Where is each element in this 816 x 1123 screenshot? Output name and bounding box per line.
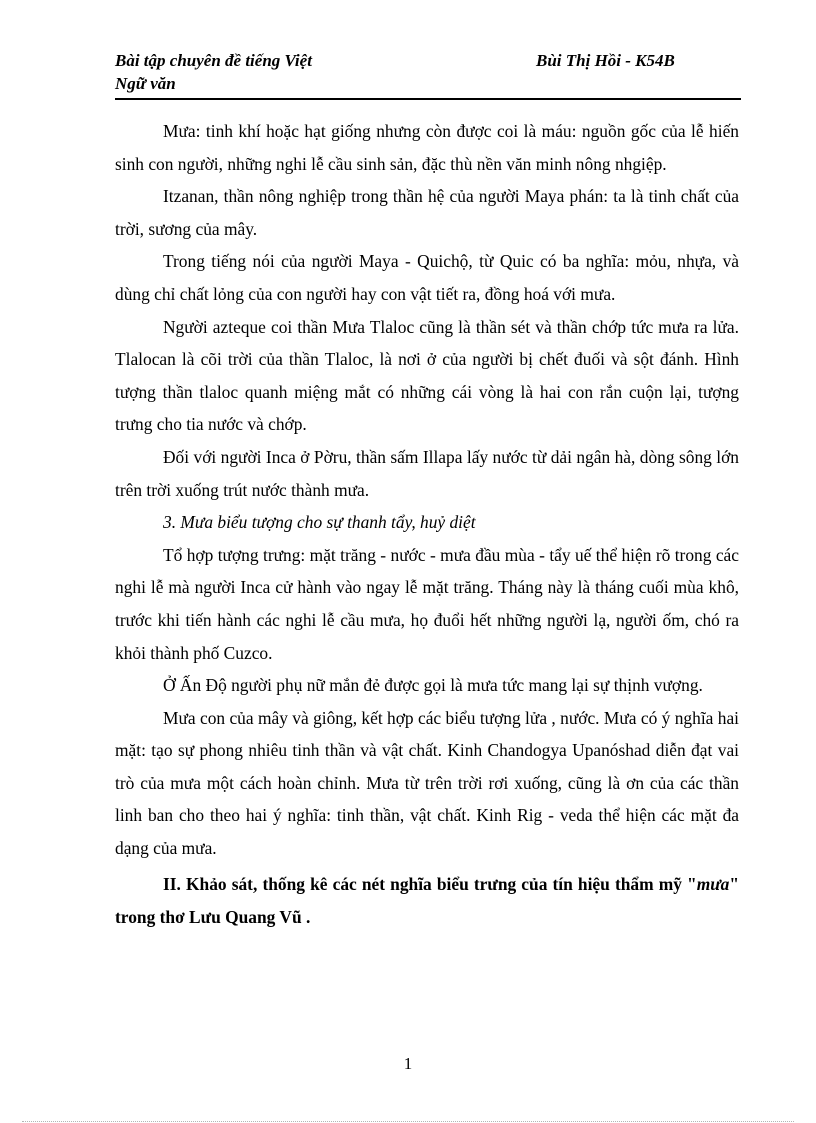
subsection-heading: 3. Mưa biểu tượng cho sự thanh tẩy, huỷ diệt <box>163 512 476 533</box>
page-bottom-divider <box>22 1121 794 1122</box>
paragraph: Đối với người Inca ở Pờru, thần sấm Illapa lấy nước từ dải ngân hà, dòng sông lớn trên trời xuống trút nước thành mưa. <box>115 446 739 500</box>
paragraph: Itzanan, thần nông nghiệp trong thần hệ của người Maya phán: ta là tinh chất của trời, sương của mây. <box>115 186 739 239</box>
page-header <box>115 48 741 100</box>
paragraph: Tổ hợp tượng trưng: mặt trăng - nước - mưa đầu mùa - tẩy uế thể hiện rõ trong các nghi lễ mà người Inca cử hành vào ngay lễ mặt trăng. Tháng này là tháng cuối mùa khô, trước khi tiến hành các nghi lễ cầu mưa, họ đuổi hết những người lạ, người ốm, chó ra khỏi thành phố Cuzco. <box>115 544 739 663</box>
section-title-part: " trong thơ Lưu Quang Vũ . <box>115 873 739 927</box>
section-title-part: II. Khảo sát, thống kê các nét nghĩa biểu trưng của tín hiệu thẩm mỹ " <box>163 873 697 894</box>
paragraph: Người azteque coi thần Mưa Tlaloc cũng là thần sét và thần chớp tức mưa ra lửa. Tlalocan là cõi trời của thần Tlaloc, là nơi ở của người bị chết đuối và sột đánh. Hình tượng thần tlaloc quanh miệng mắt có những cái vòng là hai con rắn cuộn lại, tượng trưng cho tia nước và chớp. <box>115 316 739 435</box>
paragraph: Mưa con của mây và giông, kết hợp các biểu tượng lửa , nước. Mưa có ý nghĩa hai mặt: tạo sự phong nhiêu tinh thần và vật chất. Kinh Chandogya Upanóshad diễn đạt vai trò của mưa một cách hoàn chỉnh. Mưa từ trên trời rơi xuống, cũng là ơn của các thần linh ban cho theo hai ý nghĩa: tinh thần, vật chất. Kinh Rig - veda thể hiện các mặt đa dạng của mưa. <box>115 707 739 859</box>
section-title-keyword: mưa <box>696 873 730 894</box>
document-body <box>115 115 739 934</box>
page-number: 1 <box>403 1054 413 1073</box>
header-course-title: Bài tập chuyên đề tiếng Việt <box>115 51 312 70</box>
header-author: Bùi Thị Hồi - K54B <box>536 51 675 70</box>
section-title <box>115 868 739 934</box>
header-subject: Ngữ văn <box>115 74 176 93</box>
paragraph: Ở Ấn Độ người phụ nữ mắn đẻ được gọi là mưa tức mang lại sự thịnh vượng. <box>163 675 703 696</box>
paragraph: Trong tiếng nói của người Maya - Quichộ, từ Quic có ba nghĩa: mỏu, nhựa, và dùng chỉ chất lỏng của con người hay con vật tiết ra, đồng hoá với mưa. <box>115 251 739 304</box>
paragraph: Mưa: tinh khí hoặc hạt giống nhưng còn được coi là máu: nguồn gốc của lễ hiến sinh con người, những nghi lễ cầu sinh sản, đặc thù nền văn minh nông nhgiệp. <box>115 121 739 174</box>
